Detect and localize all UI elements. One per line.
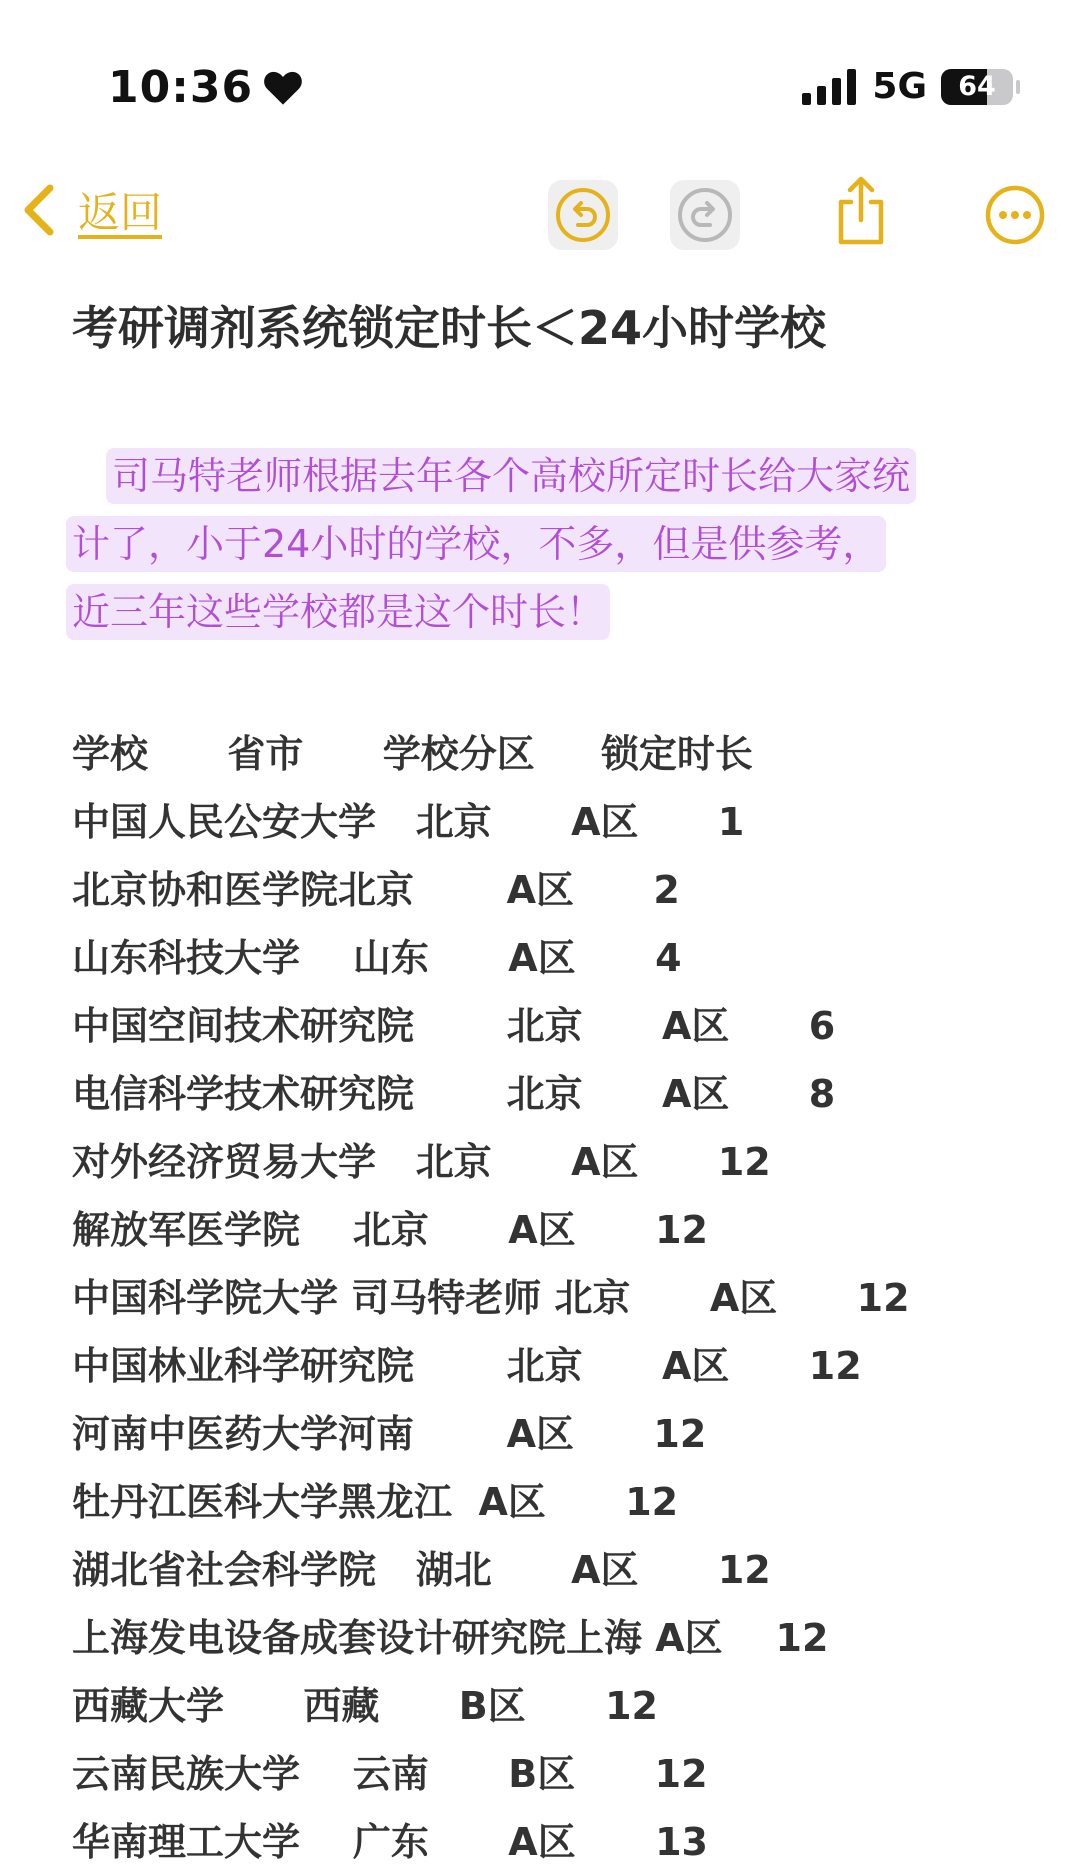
status-indicators bbox=[802, 66, 1020, 107]
list-item: 中国科学院大学 司马特老师 北京 A区 12 bbox=[72, 1276, 910, 1320]
signal-bars-icon bbox=[802, 69, 858, 105]
heart-icon bbox=[263, 69, 303, 107]
list-item: 湖北省社会科学院 湖北 A区 12 bbox=[72, 1548, 771, 1592]
back-label: 返回 bbox=[78, 188, 163, 237]
intro-line: 计了，小于24小时的学校，不多，但是供参考， bbox=[66, 516, 886, 572]
back-button[interactable] bbox=[22, 180, 162, 240]
list-item: 河南中医药大学河南 A区 12 bbox=[72, 1412, 707, 1456]
list-header: 学校 省市 学校分区 锁定时长 bbox=[72, 732, 753, 776]
more-button[interactable] bbox=[980, 180, 1050, 250]
list-item: 华南理工大学 广东 A区 13 bbox=[72, 1820, 708, 1864]
note-intro[interactable] bbox=[66, 448, 1046, 652]
list-item: 上海发电设备成套设计研究院上海 A区 12 bbox=[72, 1616, 829, 1660]
note-title[interactable]: 考研调剂系统锁定时长＜24小时学校 bbox=[72, 301, 827, 355]
status-bar bbox=[0, 0, 1080, 150]
list-item: 对外经济贸易大学 北京 A区 12 bbox=[72, 1140, 771, 1184]
list-item: 中国人民公安大学 北京 A区 1 bbox=[72, 800, 745, 844]
undo-icon bbox=[554, 186, 612, 244]
intro-line: 近三年这些学校都是这个时长！ bbox=[66, 584, 610, 640]
list-item: 山东科技大学 山东 A区 4 bbox=[72, 936, 682, 980]
share-button[interactable] bbox=[826, 176, 896, 246]
battery-percentage: 64 bbox=[958, 71, 996, 102]
redo-icon bbox=[676, 186, 734, 244]
list-item: 解放军医学院 北京 A区 12 bbox=[72, 1208, 708, 1252]
more-icon bbox=[984, 184, 1046, 246]
note-toolbar bbox=[0, 170, 1080, 262]
undo-button[interactable] bbox=[548, 180, 618, 250]
network-type: 5G bbox=[872, 66, 927, 107]
clock: 10:36 bbox=[108, 62, 254, 113]
list-item: 中国林业科学研究院 北京 A区 12 bbox=[72, 1344, 862, 1388]
chevron-left-icon bbox=[22, 184, 56, 236]
list-item: 电信科学技术研究院 北京 A区 8 bbox=[72, 1072, 836, 1116]
intro-line: 司马特老师根据去年各个高校所定时长给大家统 bbox=[106, 448, 916, 504]
battery-cap bbox=[1016, 80, 1020, 94]
list-item: 中国空间技术研究院 北京 A区 6 bbox=[72, 1004, 836, 1048]
redo-button[interactable] bbox=[670, 180, 740, 250]
list-item: 北京协和医学院北京 A区 2 bbox=[72, 868, 680, 912]
school-list[interactable] bbox=[72, 720, 1032, 1876]
time-group bbox=[108, 62, 303, 113]
share-icon bbox=[831, 174, 891, 248]
list-item: 西藏大学 西藏 B区 12 bbox=[72, 1684, 658, 1728]
list-item: 牡丹江医科大学黑龙江 A区 12 bbox=[72, 1480, 679, 1524]
battery-icon bbox=[941, 69, 1013, 105]
list-item: 云南民族大学 云南 B区 12 bbox=[72, 1752, 708, 1796]
